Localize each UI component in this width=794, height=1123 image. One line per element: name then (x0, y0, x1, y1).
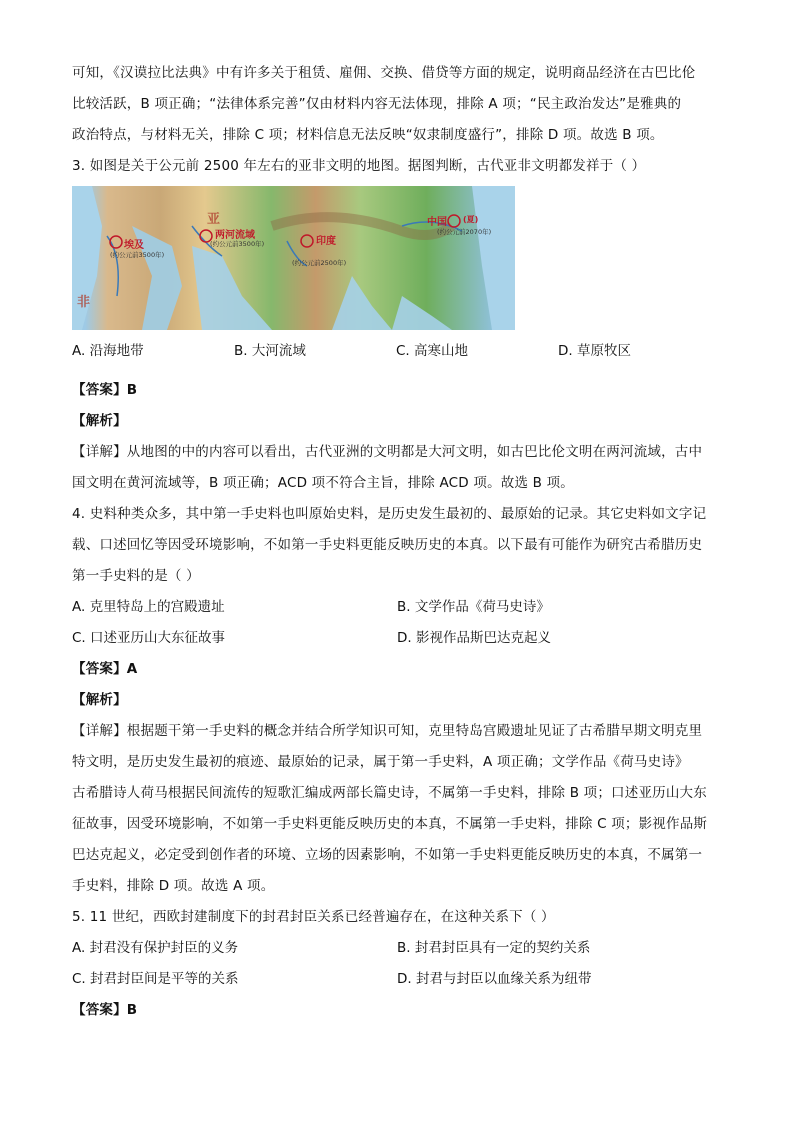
india-label: 印度 (316, 236, 336, 247)
option-c[interactable]: C. 口述亚历山大东征故事 (72, 630, 226, 646)
previous-answer-explanation (72, 58, 722, 151)
option-a[interactable]: A. 沿海地带 (72, 343, 144, 359)
option-b[interactable]: B. 封君封臣具有一定的契约关系 (397, 940, 591, 956)
option-b[interactable]: B. 文学作品《荷马史诗》 (397, 599, 550, 615)
text-line: 政治特点，与材料无关，排除 C 项；材料信息无法反映“奴隶制度盛行”，排除 D 项。故选 B 项。 (72, 127, 664, 143)
detail-text: 【详解】从地图的中的内容可以看出，古代亚洲的文明都是大河文明，如古巴比伦文明在两河流域，古中 (72, 444, 703, 460)
asia-africa-civilization-map (72, 186, 515, 330)
options-row (72, 623, 722, 654)
options-row (72, 964, 722, 995)
detail-text: 巴达克起义，必定受到创作者的环境、立场的因素影响，不如第一手史料更能反映历史的本真，不属第一 (72, 847, 703, 863)
analysis-heading: 【解析】 (72, 413, 127, 429)
egypt-date: (约公元前3500年) (110, 251, 165, 259)
detail-text: 征故事，因受环境影响，不如第一手史料更能反映历史的本真，不属第一手史料，排除 C 项；影视作品斯 (72, 816, 708, 832)
detail-text: 手史料，排除 D 项。故选 A 项。 (72, 878, 275, 894)
region-label: 亚 (207, 212, 221, 227)
question-stem: 4. 史料种类众多，其中第一手史料也叫原始史料，是历史发生最初的、最原始的记录。其它史料如文字记 (72, 506, 707, 522)
detail-text: 【详解】根据题干第一手史料的概念并结合所学知识可知，克里特岛宫殿遗址见证了古希腊早期文明克里 (72, 723, 703, 739)
option-c[interactable]: C. 高寒山地 (396, 343, 469, 359)
china-date: (约公元前2070年) (437, 228, 492, 236)
option-d[interactable]: D. 封君与封臣以血缘关系为纽带 (397, 971, 592, 987)
option-c[interactable]: C. 封君封臣间是平等的关系 (72, 971, 239, 987)
option-a[interactable]: A. 封君没有保护封臣的义务 (72, 940, 239, 956)
document-page (72, 58, 722, 1026)
question-stem: 3. 如图是关于公元前 2500 年左右的亚非文明的地图。据图判断，古代亚非文明都发祥于（ ） (72, 158, 646, 174)
question-3 (72, 151, 722, 499)
detail-text: 特文明，是历史发生最初的痕迹、最原始的记录，属于第一手史料，A 项正确；文学作品《荷马史诗》 (72, 754, 689, 770)
text-line: 比较活跃，B 项正确；“法律体系完善”仅由材料内容无法体现，排除 A 项；“民主政治发达”是雅典的 (72, 96, 682, 112)
question-stem: 5. 11 世纪，西欧封建制度下的封君封臣关系已经普遍存在，在这种关系下（ ） (72, 909, 555, 925)
mesopotamia-date: (约公元前3500年) (210, 240, 265, 248)
question-stem: 载、口述回忆等因受环境影响，不如第一手史料更能反映历史的本真。以下最有可能作为研究古希腊历史 (72, 537, 703, 553)
china-label: 中国 (427, 217, 447, 228)
answer: 【答案】B (72, 382, 138, 398)
question-4 (72, 499, 722, 902)
detail-text: 古希腊诗人荷马根据民间流传的短歌汇编成两部长篇史诗，不属第一手史料，排除 B 项；口述亚历山大东 (72, 785, 707, 801)
answer: 【答案】B (72, 1002, 138, 1018)
options-row (72, 933, 722, 964)
options-row (72, 592, 722, 623)
answer: 【答案】A (72, 661, 138, 677)
text-line: 可知，《汉谟拉比法典》中有许多关于租赁、雇佣、交换、借贷等方面的规定，说明商品经济在古巴比伦 (72, 65, 696, 81)
india-date: (约公元前2500年) (292, 259, 347, 267)
option-a[interactable]: A. 克里特岛上的宫殿遗址 (72, 599, 225, 615)
detail-text: 国文明在黄河流域等，B 项正确；ACD 项不符合主旨，排除 ACD 项。故选 B 项。 (72, 475, 575, 491)
analysis-heading: 【解析】 (72, 692, 127, 708)
question-stem: 第一手史料的是（ ） (72, 568, 200, 584)
mesopotamia-label: 两河流域 (215, 230, 255, 241)
china-xia-label: (夏) (463, 215, 479, 224)
options-row (72, 336, 722, 367)
egypt-label: 埃及 (124, 240, 144, 251)
region-label: 非 (77, 295, 91, 310)
question-5 (72, 902, 722, 1026)
option-d[interactable]: D. 影视作品斯巴达克起义 (397, 630, 551, 646)
option-b[interactable]: B. 大河流域 (234, 343, 306, 359)
option-d[interactable]: D. 草原牧区 (558, 343, 631, 359)
